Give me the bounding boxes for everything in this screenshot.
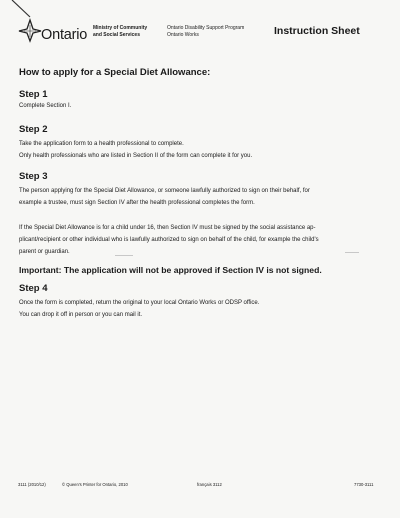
form-number: 3111 (2010/12) [18,482,46,487]
logo-wordmark: Ontario [41,27,88,43]
program-name: Ontario Disability Support Program Ontario Works [167,25,245,38]
ontario-logo [17,17,87,47]
step-4-text: Once the form is completed, return the original to your local Ontario Works or ODSP office. You can drop it off in person or you can mail it. [19,300,260,318]
step-3-child-note: If the Special Diet Allowance is for a child under 16, then Section IV must be signed by the social assistance ap- plicant/recipient or other individual who is lawfully authorized to sign on behalf of the child, for example the child's parent or guardian. [19,225,319,255]
copyright-notice: © Queen's Printer for Ontario, 2010 [62,482,128,487]
main-title: How to apply for a Special Diet Allowance: [19,67,211,78]
scan-smudge [345,252,359,253]
step-3-text: The person applying for the Special Diet Allowance, or someone lawfully authorized to sign on their behalf, for example a trustee, must sign Section IV after the health professional completes the form. [19,188,310,206]
scan-smudge [115,255,133,256]
trillium-icon [17,17,43,43]
step-1-heading: Step 1 [19,89,48,100]
catalogue-code: 7730-3111 [354,482,374,487]
french-version-ref: français 3112 [197,482,222,487]
important-notice: Important: The application will not be approved if Section IV is not signed. [19,265,322,275]
step-1-text: Complete Section I. [19,103,72,109]
ministry-name: Ministry of Community and Social Services [93,25,148,38]
sheet-title: Instruction Sheet [274,25,360,37]
step-2-text: Take the application form to a health professional to complete. Only health professionals who are listed in Section II of the form can complete it for you. [19,141,253,159]
step-2-heading: Step 2 [19,124,48,135]
step-3-heading: Step 3 [19,171,48,182]
step-4-heading: Step 4 [19,283,48,294]
